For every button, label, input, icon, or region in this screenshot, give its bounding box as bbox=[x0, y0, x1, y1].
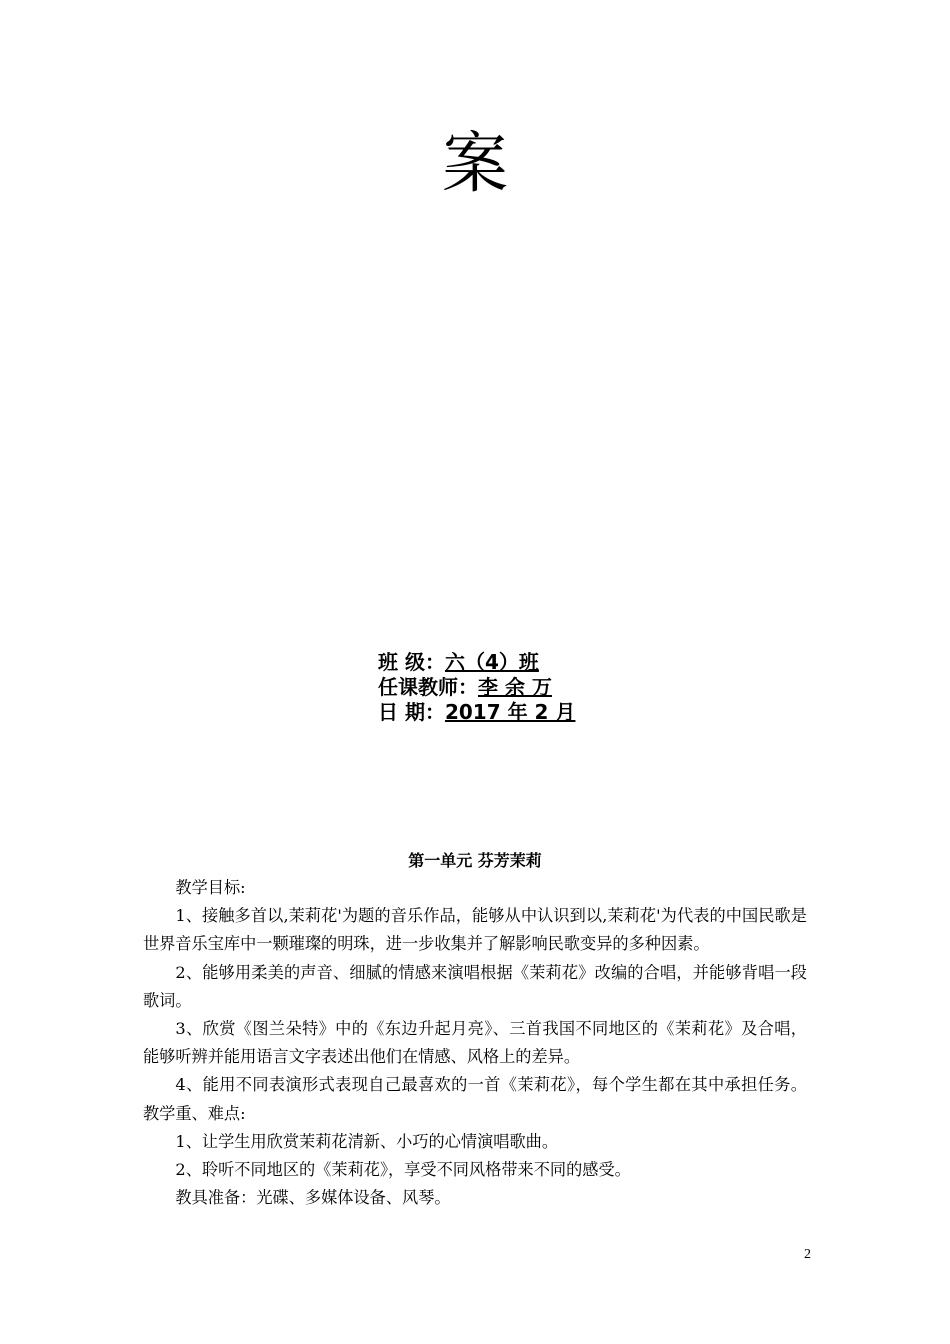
page-number: 2 bbox=[804, 1247, 811, 1262]
paragraph-key-point-1: 1、让学生用欣赏茉莉花清新、小巧的心情演唱歌曲。 bbox=[175, 1131, 559, 1151]
paragraph-objective-1: 1、接触多首以‚茉莉花'为题的音乐作品，能够从中认识到以‚茉莉花'为代表的中国民歌是世界音乐宝库中一颗璀璨的明珠，进一步收集并了解影响民歌变异的多种因素。 bbox=[143, 906, 807, 954]
date-value: 2017 年 2 月 bbox=[444, 700, 576, 724]
teacher-value: 李 余 万 bbox=[478, 675, 552, 699]
paragraph-objective-4: 4、能用不同表演形式表现自己最喜欢的一首《茉莉花》，每个学生都在其中承担任务。 教学重、难点: bbox=[143, 1075, 807, 1123]
cover-title-character: 案 bbox=[442, 125, 508, 202]
teacher-row bbox=[378, 675, 698, 700]
class-value: 六（4）班 bbox=[444, 650, 539, 674]
paragraph-objectives-heading: 教学目标: bbox=[175, 878, 246, 897]
paragraph-key-point-2: 2、聆听不同地区的《茉莉花》，享受不同风格带来不同的感受。 bbox=[175, 1160, 631, 1180]
class-row bbox=[378, 650, 698, 675]
lesson-body bbox=[143, 874, 807, 1212]
paragraph-objective-2: 2、能够用柔美的声音、细腻的情感来演唱根据《茉莉花》改编的合唱，并能够背唱一段歌词。 bbox=[143, 962, 807, 1010]
teacher-label: 任课教师： bbox=[378, 675, 478, 699]
date-label: 日 期： bbox=[378, 700, 445, 724]
class-label: 班 级： bbox=[378, 650, 445, 674]
unit-title: 第一单元 芬芳茉莉 bbox=[408, 851, 542, 870]
paragraph-teaching-aids: 教具准备：光碟、多媒体设备、风琴。 bbox=[175, 1188, 451, 1208]
paragraph-objective-3: 3、欣赏《图兰朵特》中的《东边升起月亮》、三首我国不同地区的《茉莉花》及合唱，能够听辨并能用语言文字表述出他们在情感、风格上的差异。 bbox=[143, 1019, 807, 1067]
date-row bbox=[378, 700, 698, 725]
cover-info-block bbox=[378, 650, 698, 725]
